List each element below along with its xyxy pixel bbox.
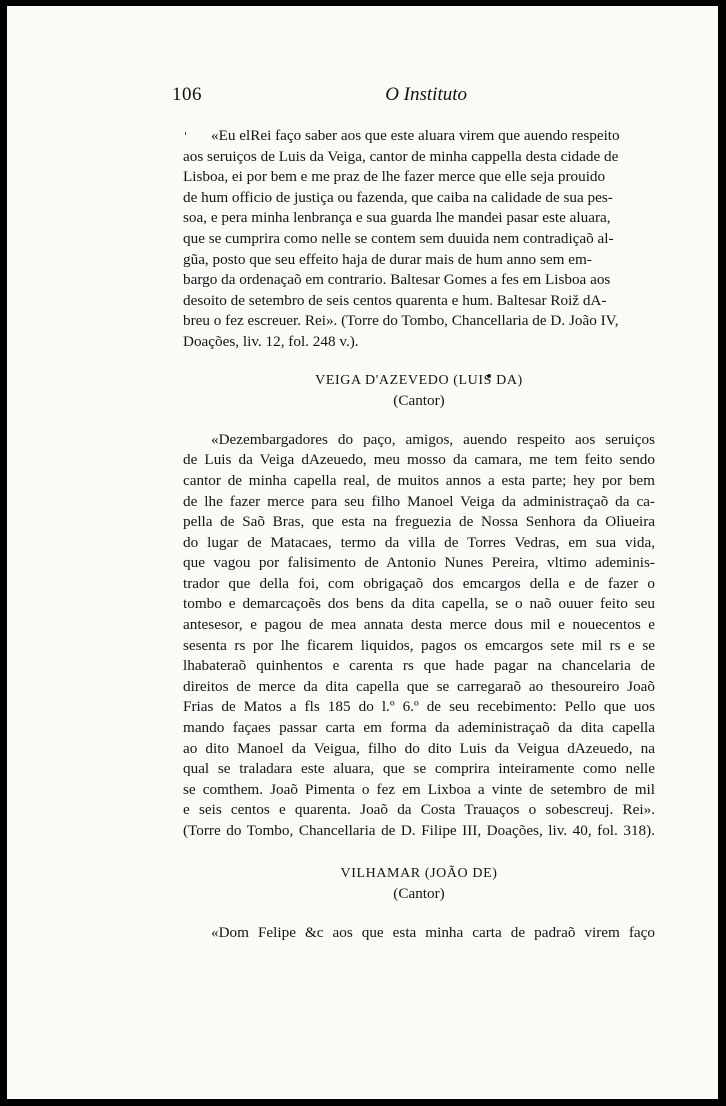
section-title-veiga-azevedo: VEIGA D'AZEVEDO (LUIS DA) [315,372,523,388]
text-line: de hum officio de justiça ou fazenda, que caiba na calidade de sua pes- [183,188,613,206]
text-line: «Dezembargadores do paço, amigos, auendo respeito aos seruiços [211,430,655,448]
text-line: e seis centos e quarenta. Joaõ da Costa Trauaços o sobescreuj. Rei». [183,801,655,819]
text-line: pella de Saõ Bras, que esta na freguezia de Nossa Senhora da Olìueira [183,513,655,531]
text-line: trador que della foi, com obrigaçaõ dos emcargos della e de fazer o [183,574,655,592]
page-number: 106 [172,84,202,105]
text-line: Frias de Matos a fls 185 do l.º 6.º de seu recebimento: Pello que uos [183,698,655,716]
text-line: lhabateraõ quinhentos e carenta rs que hade pagar na chancelaria de [183,657,655,675]
document-luis-veiga [183,126,655,353]
document-veiga-azevedo [183,430,655,842]
text-line: cantor de minha capella real, de muitos annos a esta parte; hey por bem [183,471,655,489]
body-text [183,126,655,943]
text-line: soa, e pera minha lenbrança e sua guarda lhe mandei pasar este aluara, [183,209,611,227]
text-line: Lisboa, ei por bem e me praz de lhe fazer merce que elle seja prouido [183,168,606,186]
text-line: que vagou por falisimento de Antonio Nunes Pereira, vltimo ademinis- [183,554,655,572]
text-line: tombo e demarcaçoẽs dos bens da dita capella, se o naõ ouuer feito seu [183,595,655,613]
book-page [7,6,718,1099]
text-line: se comthem. Joaõ Pimenta o fez em Lixboa a vinte de setembro de mil [183,780,655,798]
text-line: «Dom Felipe &c aos que esta minha carta de padraõ virem faço [211,923,655,941]
text-line: «Eu elRei faço saber aos que este aluara virem que auendo respeito [211,127,620,144]
text-line: mando façaes passar carta em forma da adeministraçaõ da dita capella [183,719,655,737]
text-line: sesenta rs por lhe ficarem liquidos, pagos os emcargos sete mil rs e se [183,636,655,654]
text-line: gũa, posto que seu effeito haja de durar mais de hum anno sem em- [183,250,592,268]
text-line: aos seruiços de Luis da Veiga, cantor de minha cappella desta cidade de [183,147,619,165]
text-line: Doações, liv. 12, fol. 248 v.). [183,332,359,350]
text-line: antesesor, e pagou de mea annata desta merce dous mil e nouecentos e [183,616,655,634]
text-line: qual se traladara este aluara, que se comprira inteiramente como nelle [183,760,655,778]
section-title-vilhamar: VILHAMAR (JOÃO DE) [340,865,498,881]
text-line: de Luis da Veiga dAzeuedo, meu mosso da camara, me tem feito sendo [183,451,655,469]
section-subtitle-cantor: (Cantor) [393,885,445,903]
text-line: (Torre do Tombo, Chancellaria de D. Filipe III, Doações, liv. 40, fol. 318). [183,822,655,839]
text-line: do lugar de Matacaes, termo da villa de Torres Vedras, em sua vida, [183,533,655,551]
text-line: de lhe fazer merce para seu filho Manoel Veiga da administraçaõ da ca- [183,492,655,510]
text-line: desoito de setembro de seis centos quarenta e hum. Baltesar Roiž dA- [183,291,607,309]
page-header [172,84,467,108]
text-line: que se cumprira como nelle se contem sem duuida nem contradiçaõ al- [183,229,614,247]
text-line: ao dito Manoel da Veigua, filho do dito Luis da Veigua dAzeuedo, na [183,739,655,757]
text-line: direitos de merce da dita capella que se carregaraõ ao thesoureiro Joaõ [183,677,655,695]
document-vilhamar [183,923,655,944]
text-line: bargo da ordenaçaõ em contrario. Baltesar Gomes a fes em Lisboa aos [183,271,611,289]
section-subtitle-cantor: (Cantor) [393,392,445,410]
text-line: breu o fez escreuer. Rei». (Torre do Tombo, Chancellaria de D. João IV, [183,312,619,330]
running-title: O Instituto [385,84,467,105]
